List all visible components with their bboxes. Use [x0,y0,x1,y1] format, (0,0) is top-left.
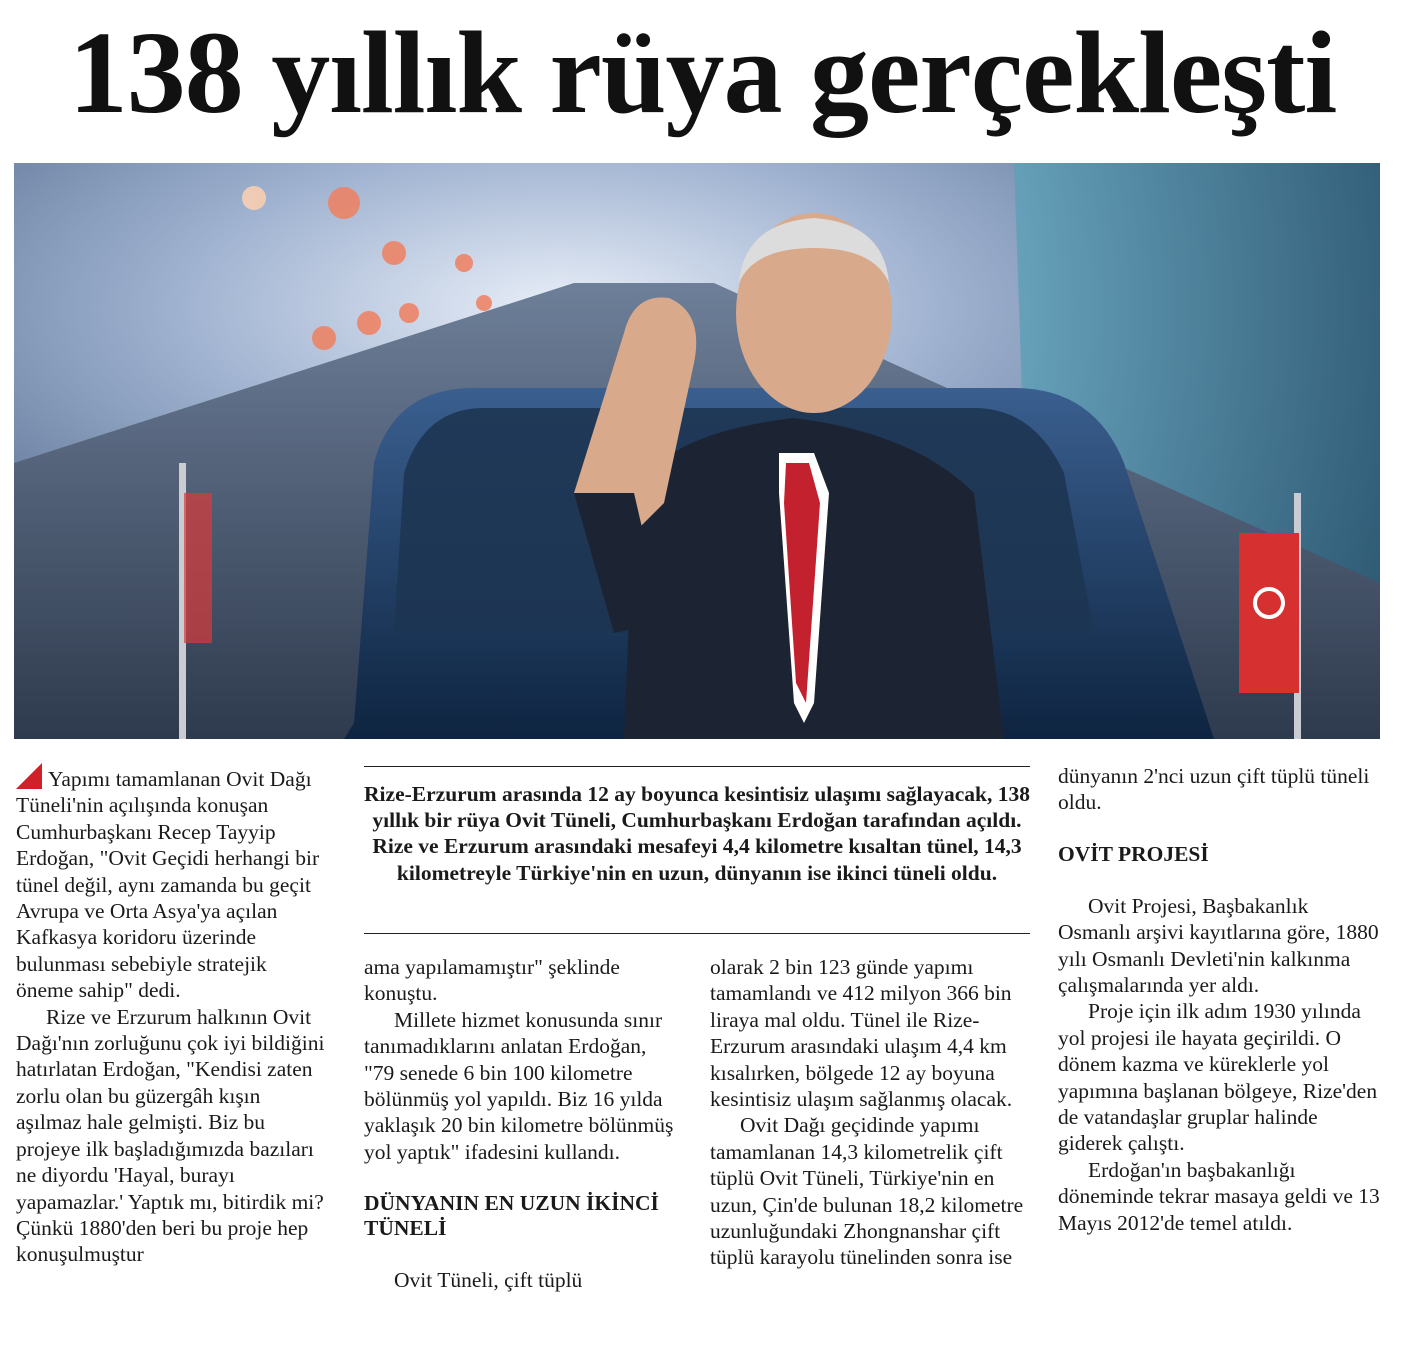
lead-summary: Rize-Erzurum arasında 12 ay boyunca kesintisiz ulaşımı sağlayacak, 138 yıllık bir rüya Ovit Tüneli, Cumhurbaşkanı Erdoğan tarafından açıldı. Rize ve Erzurum arasındaki mesafeyi 4,4 kilometre kısaltan tünel, 14,3 kilometreyle Türkiye'nin en uzun, dünyanın ise ikinci tüneli oldu. [364,766,1030,934]
col4-subhead: OVİT PROJESİ [1058,841,1209,866]
col4-paragraph-2: Ovit Projesi, Başbakanlık Osmanlı arşivi kayıtlarına göre, 1880 yılı Osmanlı Devleti'nin kalkınma çalışmalarında yer aldı. [1058,893,1379,998]
column-2 [364,954,682,1294]
col1-paragraph-1: Yapımı tamamlanan Ovit Dağı Tüneli'nin açılışında konuşan Cumhurbaşkanı Recep Tayyip Erdoğan, "Ovit Geçidi herhangi bir tünel değil, aynı zamanda bu geçit Avrupa ve Orta Asya'ya açılan Kafkasya koridoru üzerinde bulunması sebebiyle stratejik öneme sahip" dedi. [16,767,320,1003]
column-4 [1058,763,1380,1236]
column-1 [16,763,326,1268]
column-3 [710,954,1030,1271]
col4-paragraph-1: dünyanın 2'nci uzun çift tüplü tüneli oldu. [1058,764,1370,815]
article-photo [14,163,1380,739]
col3-paragraph-1: olarak 2 bin 123 günde yapımı tamamlandı ve 412 milyon 366 bin liraya mal oldu. Tünel ile Rize-Erzurum arasındaki ulaşım 4,4 km kısalırken, bölgede 12 ay boyuna kesintisiz ulaşım sağlanmış olacak. [710,955,1013,1112]
article-marker-icon [16,763,42,789]
col4-paragraph-3: Proje için ilk adım 1930 yılında yol projesi ile hayata geçirildi. O dönem kazma ve küreklerle yol yapımına başlanan bölgeye, Rize'den de vatandaşlar gruplar halinde giderek çalıştı. [1058,999,1378,1156]
photo-icon [14,163,1380,739]
headline: 138 yıllık rüya gerçekleşti [68,7,1337,138]
col2-subhead: DÜNYANIN EN UZUN İKİNCİ TÜNELİ [364,1191,659,1241]
col2-paragraph-3: Ovit Tüneli, çift tüplü [394,1268,583,1293]
col3-paragraph-2: Ovit Dağı geçidinde yapımı tamamlanan 14,3 kilometrelik çift tüplü Ovit Tüneli, Türkiye'nin en uzun, Çin'de bulunan 18,2 kilometre uzunluğundaki Zhongnanshar çift tüplü karayolu tünelinden sonra ise [710,1113,1024,1270]
col1-paragraph-2: Rize ve Erzurum halkının Ovit Dağı'nın zorluğunu çok iyi bildiğini hatırlatan Erdoğan, "Kendisi zaten zorlu olan bu güzergâh kışın aşılmaz hale gelmişti. Biz bu projeye ilk başladığımızda bazıları ne diyordu 'Hayal, burayı yapamazlar.' Yaptık mı, bitirdik mi? Çünkü 1880'den beri bu proje hep konuşulmuştur [16,1004,325,1267]
col2-paragraph-2: Millete hizmet konusunda sınır tanımadıklarını anlatan Erdoğan, "79 senede 6 bin 100 kilometre bölünmüş yol yapıldı. Biz 16 yılda yaklaşık 20 bin kilometre bölünmüş yol yaptık" ifadesini kullandı. [364,1007,674,1164]
col2-paragraph-1: ama yapılamamıştır" şeklinde konuştu. [364,955,620,1006]
col4-paragraph-4: Erdoğan'ın başbakanlığı döneminde tekrar masaya geldi ve 13 Mayıs 2012'de temel atıldı. [1058,1157,1380,1235]
